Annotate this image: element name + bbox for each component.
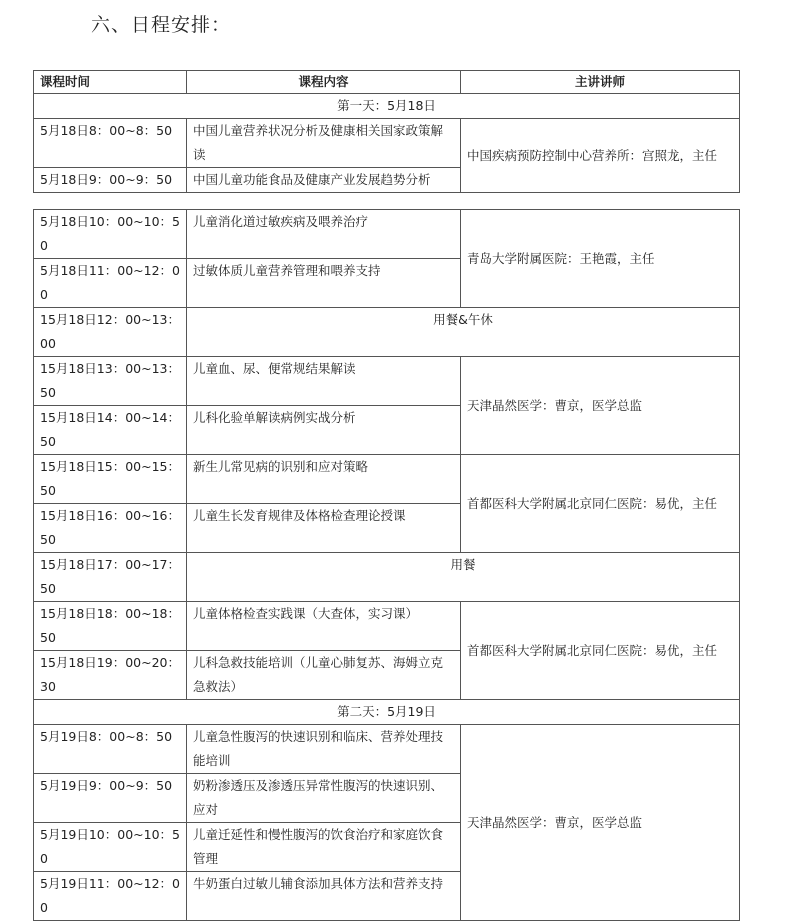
table-row	[34, 602, 740, 651]
time-cell: 15月18日16：00~16：50	[34, 504, 187, 553]
content-cell: 中国儿童功能食品及健康产业发展趋势分析	[187, 168, 461, 193]
table-row	[34, 553, 740, 602]
content-cell: 儿科急救技能培训（儿童心肺复苏、海姆立克急救法）	[187, 651, 461, 700]
time-cell: 5月18日9：00~9：50	[34, 168, 187, 193]
content-cell: 儿童血、尿、便常规结果解读	[187, 357, 461, 406]
break-cell: 用餐&午休	[187, 308, 740, 357]
time-cell: 5月18日8：00~8：50	[34, 119, 187, 168]
table-row	[34, 455, 740, 504]
time-cell: 15月18日14：00~14：50	[34, 406, 187, 455]
time-cell: 5月19日8：00~8：50	[34, 725, 187, 774]
time-cell: 15月18日19：00~20：30	[34, 651, 187, 700]
content-cell: 儿童体格检查实践课（大查体，实习课）	[187, 602, 461, 651]
lecturer-cell: 天津晶然医学：曹京，医学总监	[461, 725, 740, 921]
header-content: 课程内容	[187, 71, 461, 94]
time-cell: 15月18日18：00~18：50	[34, 602, 187, 651]
lecturer-cell: 青岛大学附属医院：王艳霞，主任	[461, 210, 740, 308]
table-row	[34, 357, 740, 406]
lecturer-cell: 首都医科大学附属北京同仁医院：易优，主任	[461, 602, 740, 700]
content-cell: 过敏体质儿童营养管理和喂养支持	[187, 259, 461, 308]
time-cell: 5月19日11：00~12：00	[34, 872, 187, 921]
time-cell: 15月18日15：00~15：50	[34, 455, 187, 504]
meal-cell: 用餐	[187, 553, 740, 602]
content-cell: 牛奶蛋白过敏儿辅食添加具体方法和营养支持	[187, 872, 461, 921]
day1-label: 第一天：5月18日	[34, 94, 740, 119]
time-cell: 15月18日17：00~17：50	[34, 553, 187, 602]
table-row	[34, 308, 740, 357]
schedule-table-part2	[33, 209, 740, 921]
lecturer-cell: 首都医科大学附属北京同仁医院：易优，主任	[461, 455, 740, 553]
lecturer-cell: 天津晶然医学：曹京，医学总监	[461, 357, 740, 455]
content-cell: 儿童迁延性和慢性腹泻的饮食治疗和家庭饮食管理	[187, 823, 461, 872]
time-cell: 5月18日11：00~12：00	[34, 259, 187, 308]
time-cell: 5月19日10：00~10：50	[34, 823, 187, 872]
time-cell: 15月18日12：00~13：00	[34, 308, 187, 357]
day2-label: 第二天：5月19日	[34, 700, 740, 725]
time-cell: 5月18日10：00~10：50	[34, 210, 187, 259]
table-header-row	[34, 71, 740, 94]
content-cell: 儿童生长发育规律及体格检查理论授课	[187, 504, 461, 553]
header-lecturer: 主讲讲师	[461, 71, 740, 94]
table-row	[34, 725, 740, 774]
table-row	[34, 210, 740, 259]
header-time: 课程时间	[34, 71, 187, 94]
content-cell: 中国儿童营养状况分析及健康相关国家政策解读	[187, 119, 461, 168]
lecturer-cell: 中国疾病预防控制中心营养所：宫照龙，主任	[461, 119, 740, 193]
day-row	[34, 700, 740, 725]
content-cell: 奶粉渗透压及渗透压异常性腹泻的快速识别、应对	[187, 774, 461, 823]
table-row	[34, 119, 740, 168]
day-row	[34, 94, 740, 119]
time-cell: 5月19日9：00~9：50	[34, 774, 187, 823]
content-cell: 儿童消化道过敏疾病及喂养治疗	[187, 210, 461, 259]
section-heading: 六、日程安排：	[91, 14, 232, 36]
schedule-table-part1	[33, 70, 740, 193]
content-cell: 新生儿常见病的识别和应对策略	[187, 455, 461, 504]
content-cell: 儿童急性腹泻的快速识别和临床、营养处理技能培训	[187, 725, 461, 774]
time-cell: 15月18日13：00~13：50	[34, 357, 187, 406]
content-cell: 儿科化验单解读病例实战分析	[187, 406, 461, 455]
